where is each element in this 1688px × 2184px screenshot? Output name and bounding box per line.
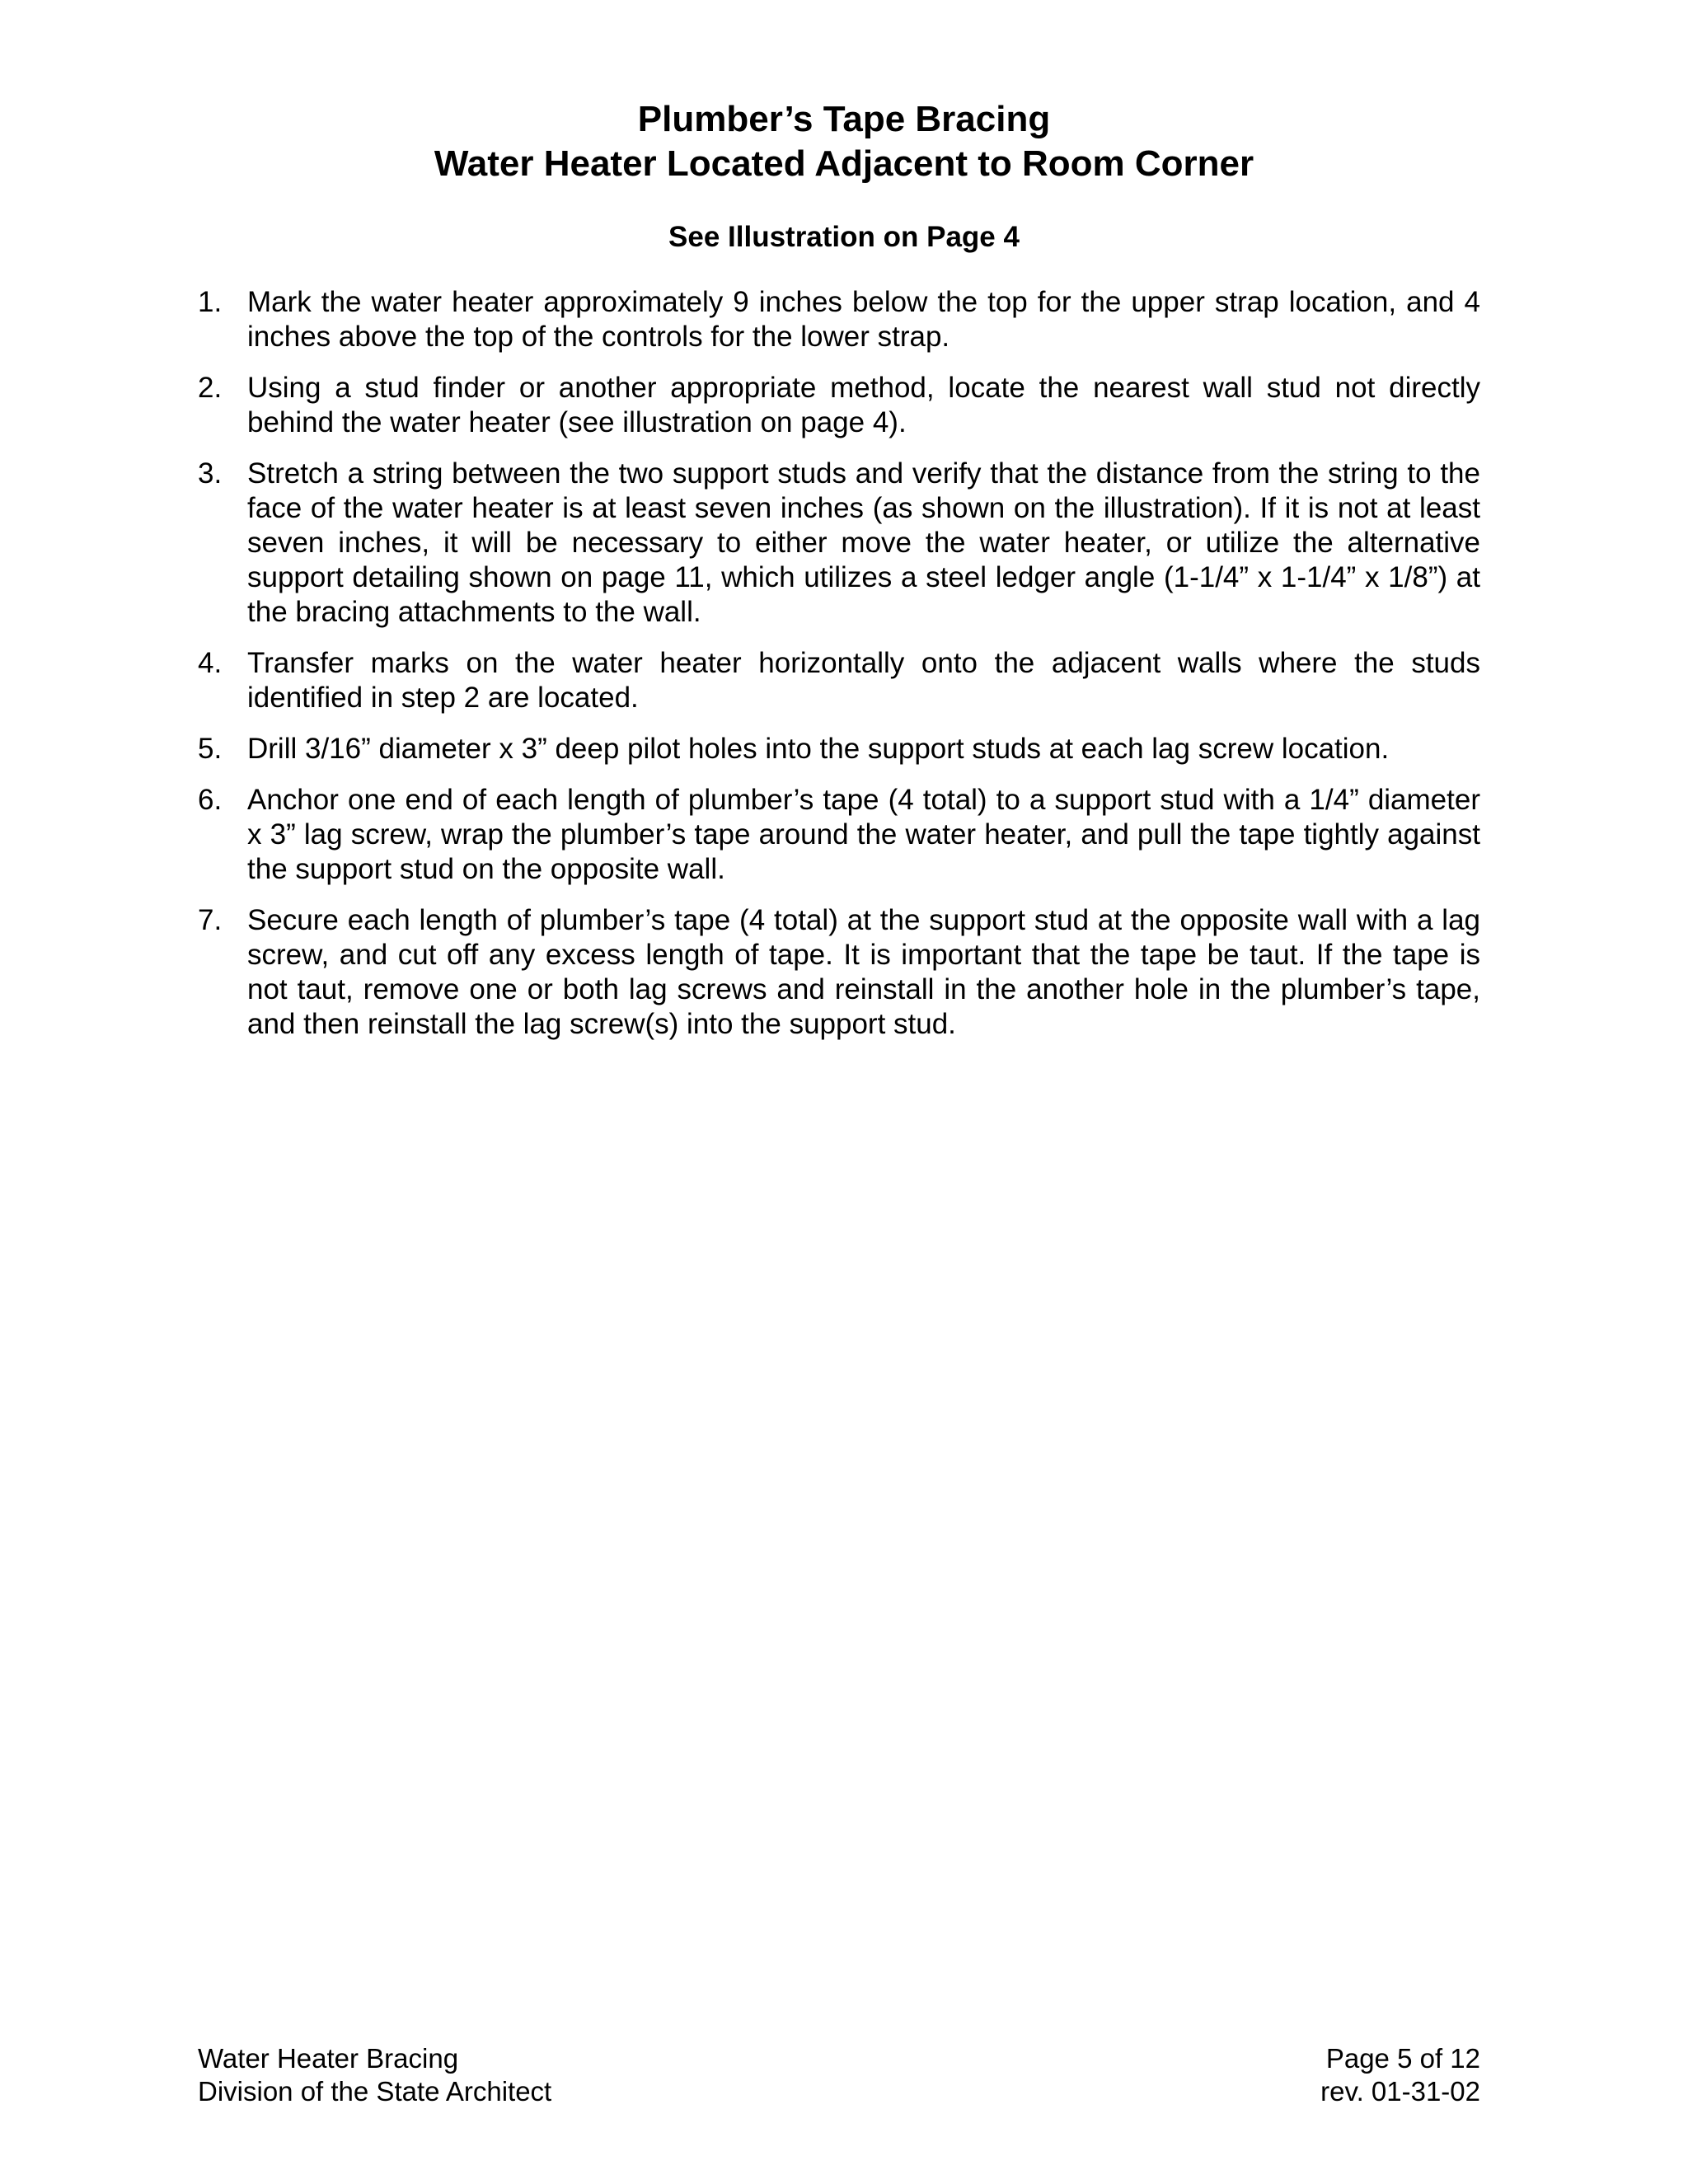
step-number: 3.	[198, 457, 223, 490]
step-text: Mark the water heater approximately 9 inches below the top for the upper strap location, and 4 inches above the top of the controls for the lower strap.	[247, 286, 1480, 353]
step-number: 7.	[198, 904, 223, 936]
footer-right	[1320, 2042, 1480, 2108]
footer-revision: rev. 01-31-02	[1320, 2076, 1480, 2107]
page-subtitle: See Illustration on Page 4	[668, 221, 1020, 253]
step-item	[198, 783, 1480, 887]
footer-page-number: Page 5 of 12	[1325, 2043, 1480, 2074]
step-number: 1.	[198, 286, 223, 318]
step-number: 4.	[198, 647, 223, 679]
step-item	[198, 457, 1480, 630]
footer-document-title: Water Heater Bracing	[198, 2043, 459, 2074]
step-text: Drill 3/16” diameter x 3” deep pilot holes into the support studs at each lag screw location.	[247, 733, 1390, 765]
steps-list	[198, 285, 1480, 1058]
page-title-line-2: Water Heater Located Adjacent to Room Corner	[434, 143, 1254, 184]
step-number: 6.	[198, 784, 223, 816]
step-item	[198, 732, 1480, 766]
step-item	[198, 285, 1480, 354]
step-item	[198, 371, 1480, 440]
step-text: Transfer marks on the water heater horizontally onto the adjacent walls where the studs identified in step 2 are located.	[247, 647, 1480, 714]
footer-organization: Division of the State Architect	[198, 2076, 552, 2107]
step-text: Using a stud finder or another appropriate method, locate the nearest wall stud not directly behind the water heater (see illustration on page 4).	[247, 372, 1480, 438]
step-text: Stretch a string between the two support studs and verify that the distance from the string to the face of the water heater is at least seven inches (as shown on the illustration). If it is not at least seven inches, it will be necessary to either move the water heater, or utilize the alternative support detailing shown on page 11, which utilizes a steel ledger angle (1-1/4” x 1-1/4” x 1/8”) at the bracing attachments to the wall.	[247, 457, 1480, 628]
step-number: 5.	[198, 733, 223, 765]
footer-left	[198, 2042, 551, 2108]
step-item	[198, 903, 1480, 1042]
step-text: Anchor one end of each length of plumber’s tape (4 total) to a support stud with a 1/4” diameter x 3” lag screw, wrap the plumber’s tape around the water heater, and pull the tape tightly against the support stud on the opposite wall.	[247, 784, 1480, 885]
page-title-line-1: Plumber’s Tape Bracing	[637, 99, 1051, 139]
step-text: Secure each length of plumber’s tape (4 total) at the support stud at the opposite wall with a lag screw, and cut off any excess length of tape. It is important that the tape be taut. If the tape is not taut, remove one or both lag screws and reinstall in the another hole in the plumber’s tape, and then reinstall the lag screw(s) into the support stud.	[247, 904, 1480, 1040]
step-number: 2.	[198, 372, 223, 404]
title-block	[0, 97, 1688, 255]
step-item	[198, 646, 1480, 715]
